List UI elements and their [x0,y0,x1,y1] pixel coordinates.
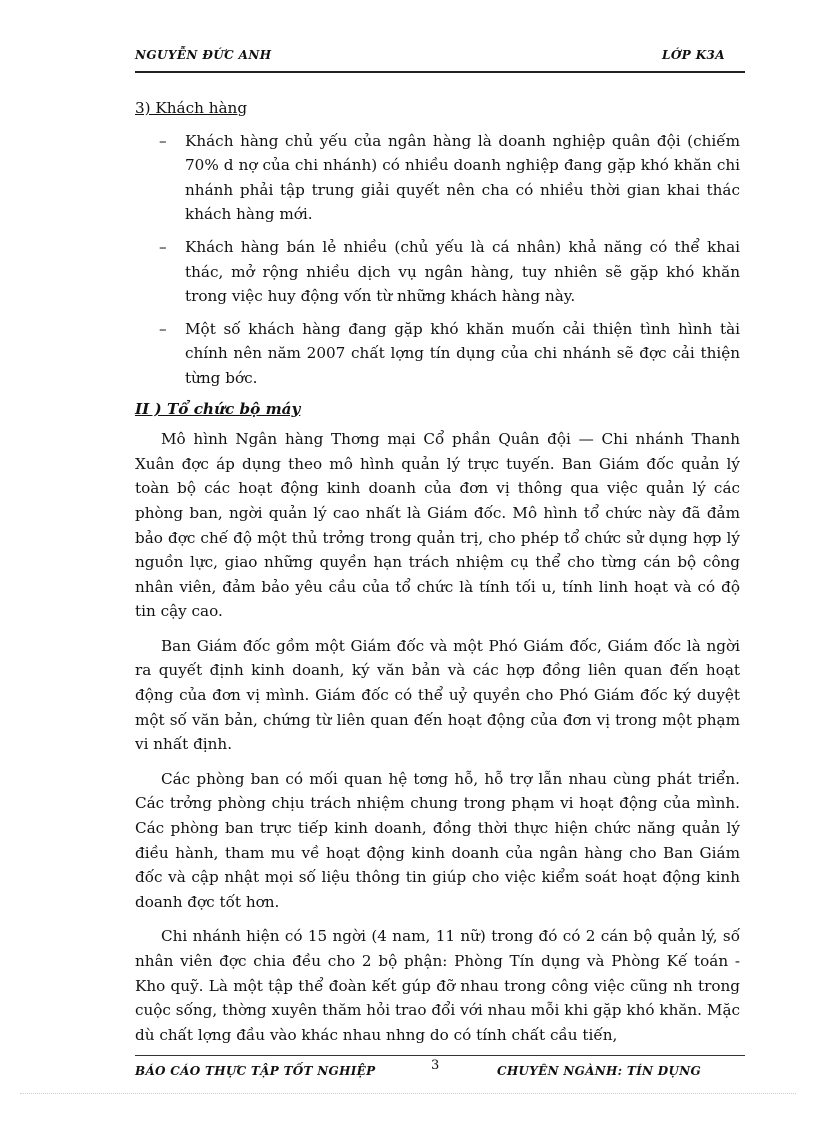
page-header [135,48,725,62]
bullet-item [135,129,740,227]
section-organization-heading: II ) Tổ chức bộ máy [135,399,301,418]
page-number: 3 [431,1058,440,1073]
dash-marker: – [159,237,167,256]
bullet-text: Khách hàng bán lẻ nhiều (chủ yếu là cá nhân) khả năng có thể khai thác, mở rộng nhiều dịch vụ ngân hàng, tuy nhiên sẽ gặp khó khăn trong việc huy động vốn từ những khách hàng này. [185,237,740,306]
customer-bullet-list [135,129,740,391]
header-author: NGUYỄN ĐỨC ANH [135,48,272,62]
paragraph: Ban Giám đốc gồm một Giám đốc và một Phó Giám đốc, Giám đốc là ngời ra quyết định kinh doanh, ký văn bản và các hợp đồng liên quan đến hoạt động của đơn vị mình. Giám đốc có thể uỷ quyền cho Phó Giám đốc ký duyệt một số văn bản, chứng từ liên quan đến hoạt động của đơn vị trong một phạm vi nhất định. [135,636,740,754]
bullet-text: Khách hàng chủ yếu của ngân hàng là doanh nghiệp quân đội (chiếm 70% d nợ của chi nhánh) có nhiều doanh nghiệp đang gặp khó khăn chi nhánh phải tập trung giải quyết nên cha có nhiều thời gian khai thác khách hàng mới. [185,131,740,224]
dash-marker: – [159,131,167,150]
header-class: LỚP K3A [662,48,725,62]
paragraph: Mô hình Ngân hàng Thơng mại Cổ phần Quân đội — Chi nhánh Thanh Xuân đợc áp dụng theo mô hình quản lý trực tuyến. Ban Giám đốc quản lý toàn bộ các hoạt động kinh doanh của đơn vị thông qua việc quản lý các phòng ban, ngời quản lý cao nhất là Giám đốc. Mô hình tổ chức này đã đảm bảo đợc chế độ một thủ trởng trong quản trị, cho phép tổ chức sử dụng hợp lý nguồn lực, giao những quyền hạn trách nhiệm cụ thể cho từng cán bộ công nhân viên, đảm bảo yêu cầu của tổ chức là tính tối u, tính linh hoạt và có độ tin cậy cao. [135,430,740,621]
footer-report-title: BÁO CÁO THỰC TẬP TỐT NGHIỆP [135,1064,376,1078]
header-rule [135,71,745,73]
page-bottom-edge [20,1093,796,1094]
footer-rule [135,1055,745,1056]
paragraph: Chi nhánh hiện có 15 ngời (4 nam, 11 nữ) trong đó có 2 cán bộ quản lý, số nhân viên đợc chia đều cho 2 bộ phận: Phòng Tín dụng và Phòng Kế toán - Kho quỹ. Là một tập thể đoàn kết gúp đỡ nhau trong công việc cũng nh trong cuộc sống, thờng xuyên thăm hỏi trao đổi với nhau mỗi khi gặp khó khăn. Mặc dù chất lợng đầu vào khác nhau nhng do có tính chất cầu tiến, [135,927,740,1044]
section-customers-title: 3) Khách hàng [135,99,248,117]
dash-marker: – [159,319,167,338]
bullet-text: Một số khách hàng đang gặp khó khăn muốn cải thiện tình hình tài chính nên năm 2007 chất lợng tín dụng của chi nhánh sẽ đợc cải thiện từng bớc. [185,319,740,387]
document-body [135,96,740,1057]
bullet-item [135,235,740,309]
footer-major: CHUYÊN NGÀNH: TÍN DỤNG [497,1064,702,1078]
paragraph: Các phòng ban có mối quan hệ tơng hỗ, hỗ trợ lẫn nhau cùng phát triển. Các trởng phòng chịu trách nhiệm chung trong phạm vi hoạt động của mình. Các phòng ban trực tiếp kinh doanh, đồng thời thực hiện chức năng quản lý điều hành, tham mu về hoạt động kinh doanh của ngân hàng cho Ban Giám đốc và cập nhật mọi số liệu thông tin giúp cho việc kiểm soát hoạt động kinh doanh đợc tốt hơn. [135,769,740,911]
bullet-item [135,317,740,391]
